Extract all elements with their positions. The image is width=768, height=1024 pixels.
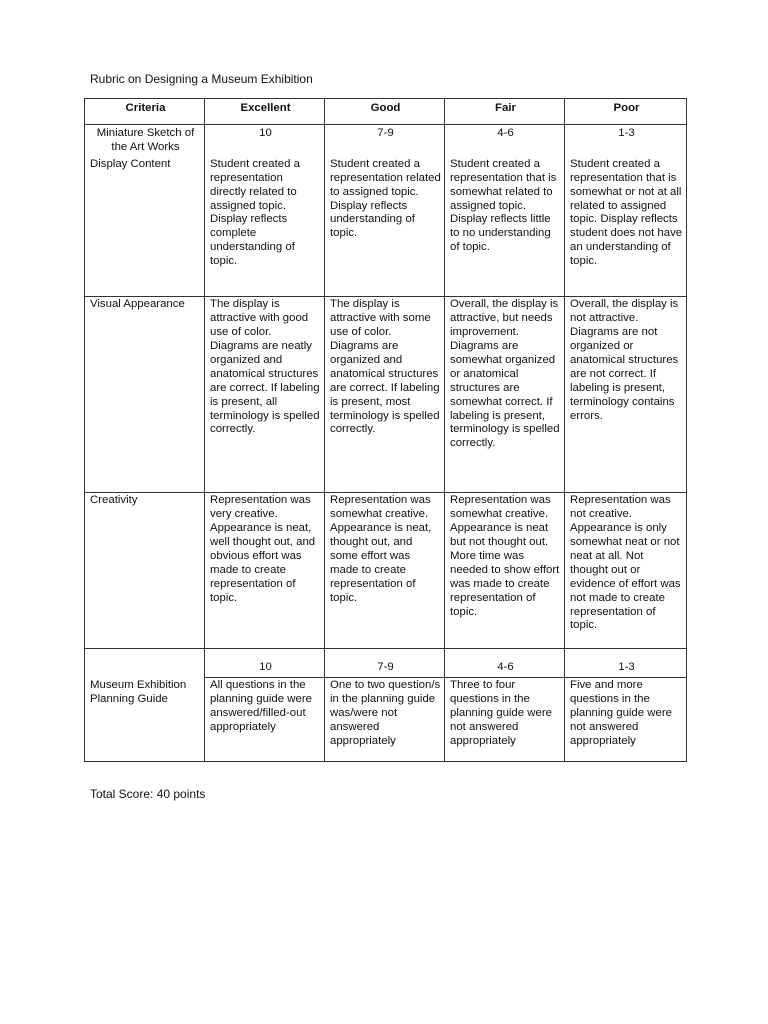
descriptor-poor: Overall, the display is not attractive. Diagrams are not organized or anatomical structures are not correct. If labeling is present, terminology contains errors. — [565, 297, 687, 493]
descriptor-good: Representation was somewhat creative. Appearance is neat, thought out, and some effort was made to create representation of topic. — [325, 493, 445, 649]
descriptor-poor: Representation was not creative. Appearance is only somewhat neat or not neat at all. Not thought out or evidence of effort was not made to create representation of topic. — [565, 493, 687, 649]
score-fair: 4-6 — [445, 125, 565, 157]
descriptor-excellent: Student created a representation directly related to assigned topic. Display reflects complete understanding of topic. — [205, 157, 325, 297]
criteria-cell: Museum Exhibition Planning Guide — [85, 678, 205, 762]
criteria-cell: Visual Appearance — [85, 297, 205, 493]
score-fair: 4-6 — [445, 649, 565, 678]
descriptor-excellent: All questions in the planning guide were answered/filled-out appropriately — [205, 678, 325, 762]
header-excellent: Excellent — [205, 99, 325, 125]
descriptor-fair: Three to four questions in the planning guide were not answered appropriately — [445, 678, 565, 762]
table-row-visual-appearance — [85, 297, 687, 493]
table-row-miniature-sketch — [85, 125, 687, 157]
criteria-cell: Creativity — [85, 493, 205, 649]
descriptor-fair: Overall, the display is attractive, but needs improvement. Diagrams are somewhat organized or anatomical structures are somewhat correct. If labeling is present, terminology is spelled correctly. — [445, 297, 565, 493]
score-good: 7-9 — [325, 649, 445, 678]
table-row-planning-scores — [85, 649, 687, 678]
total-score: Total Score: 40 points — [90, 787, 206, 801]
table-row-display-content — [85, 157, 687, 297]
criteria-cell: Display Content — [85, 157, 205, 297]
descriptor-poor: Student created a representation that is somewhat or not at all related to assigned topic. Display reflects student does not have an understanding of topic. — [565, 157, 687, 297]
descriptor-good: The display is attractive with some use of color. Diagrams are organized and anatomical structures are correct. If labeling is present, most terminology is spelled correctly. — [325, 297, 445, 493]
header-fair: Fair — [445, 99, 565, 125]
descriptor-excellent: Representation was very creative. Appearance is neat, well thought out, and obvious effort was made to create representation of topic. — [205, 493, 325, 649]
descriptor-fair: Student created a representation that is somewhat related to assigned topic. Display reflects little to no understanding of topic. — [445, 157, 565, 297]
score-poor: 1-3 — [565, 125, 687, 157]
criteria-cell-empty — [85, 649, 205, 678]
table-row-creativity — [85, 493, 687, 649]
table-row-planning-guide — [85, 678, 687, 762]
score-excellent: 10 — [205, 649, 325, 678]
score-excellent: 10 — [205, 125, 325, 157]
rubric-table — [84, 98, 687, 762]
header-good: Good — [325, 99, 445, 125]
descriptor-poor: Five and more questions in the planning guide were not answered appropriately — [565, 678, 687, 762]
score-good: 7-9 — [325, 125, 445, 157]
header-criteria: Criteria — [85, 99, 205, 125]
descriptor-excellent: The display is attractive with good use of color. Diagrams are neatly organized and anatomical structures are correct. If labeling is present, all terminology is spelled correctly. — [205, 297, 325, 493]
document-title: Rubric on Designing a Museum Exhibition — [90, 72, 313, 86]
descriptor-fair: Representation was somewhat creative. Appearance is neat but not thought out. More time was needed to show effort was made to create representation of topic. — [445, 493, 565, 649]
descriptor-good: Student created a representation related to assigned topic. Display reflects understanding of topic. — [325, 157, 445, 297]
criteria-cell: Miniature Sketch of the Art Works — [85, 125, 205, 157]
header-poor: Poor — [565, 99, 687, 125]
descriptor-good: One to two question/s in the planning guide was/were not answered appropriately — [325, 678, 445, 762]
header-row — [85, 99, 687, 125]
score-poor: 1-3 — [565, 649, 687, 678]
